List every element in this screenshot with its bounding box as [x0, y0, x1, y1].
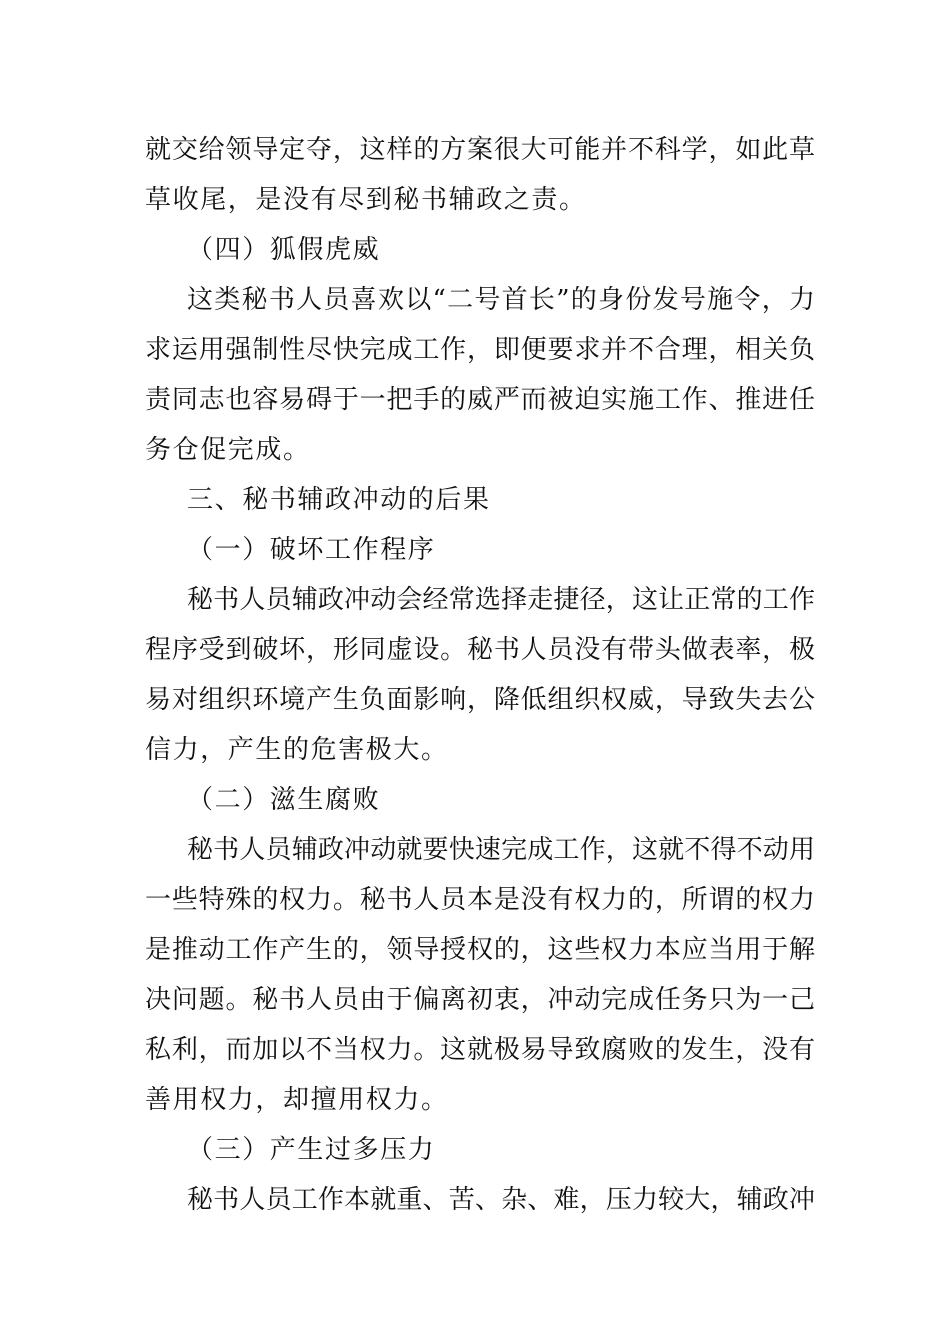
text-line: 秘书人员辅政冲动会经常选择走捷径，这让正常的工作 [187, 585, 815, 615]
text-line: 是推动工作产生的，领导授权的，这些权力本应当用于解 [145, 935, 815, 965]
text-line: 这类秘书人员喜欢以“二号首长”的身份发号施令，力 [187, 285, 815, 315]
text-line: 秘书人员辅政冲动就要快速完成工作，这就不得不动用 [187, 835, 815, 865]
text-line: 责同志也容易碍于一把手的威严而被迫实施工作、推进任 [145, 385, 815, 415]
text-line: 就交给领导定夺，这样的方案很大可能并不科学，如此草 [145, 135, 815, 165]
text-line: 一些特殊的权力。秘书人员本是没有权力的，所谓的权力 [145, 885, 815, 915]
section-heading: （二）滋生腐败 [187, 785, 381, 815]
text-line: 善用权力，却擅用权力。 [145, 1085, 449, 1115]
section-heading: （三）产生过多压力 [187, 1135, 436, 1165]
section-heading: （四）狐假虎威 [187, 235, 381, 265]
text-line: 务仓促完成。 [145, 435, 311, 465]
text-line: 私利，而加以不当权力。这就极易导致腐败的发生，没有 [145, 1035, 815, 1065]
text-line: 信力，产生的危害极大。 [145, 735, 449, 765]
text-line: 秘书人员工作本就重、苦、杂、难，压力较大，辅政冲 [187, 1185, 815, 1215]
text-line: 决问题。秘书人员由于偏离初衷，冲动完成任务只为一己 [145, 985, 815, 1015]
text-line: 求运用强制性尽快完成工作，即便要求并不合理，相关负 [145, 335, 815, 365]
text-line: 程序受到破坏，形同虚设。秘书人员没有带头做表率，极 [145, 635, 815, 665]
text-line: 易对组织环境产生负面影响，降低组织权威，导致失去公 [145, 685, 815, 715]
section-heading: 三、秘书辅政冲动的后果 [187, 485, 491, 515]
text-line: 草收尾，是没有尽到秘书辅政之责。 [145, 185, 587, 215]
section-heading: （一）破坏工作程序 [187, 535, 436, 565]
